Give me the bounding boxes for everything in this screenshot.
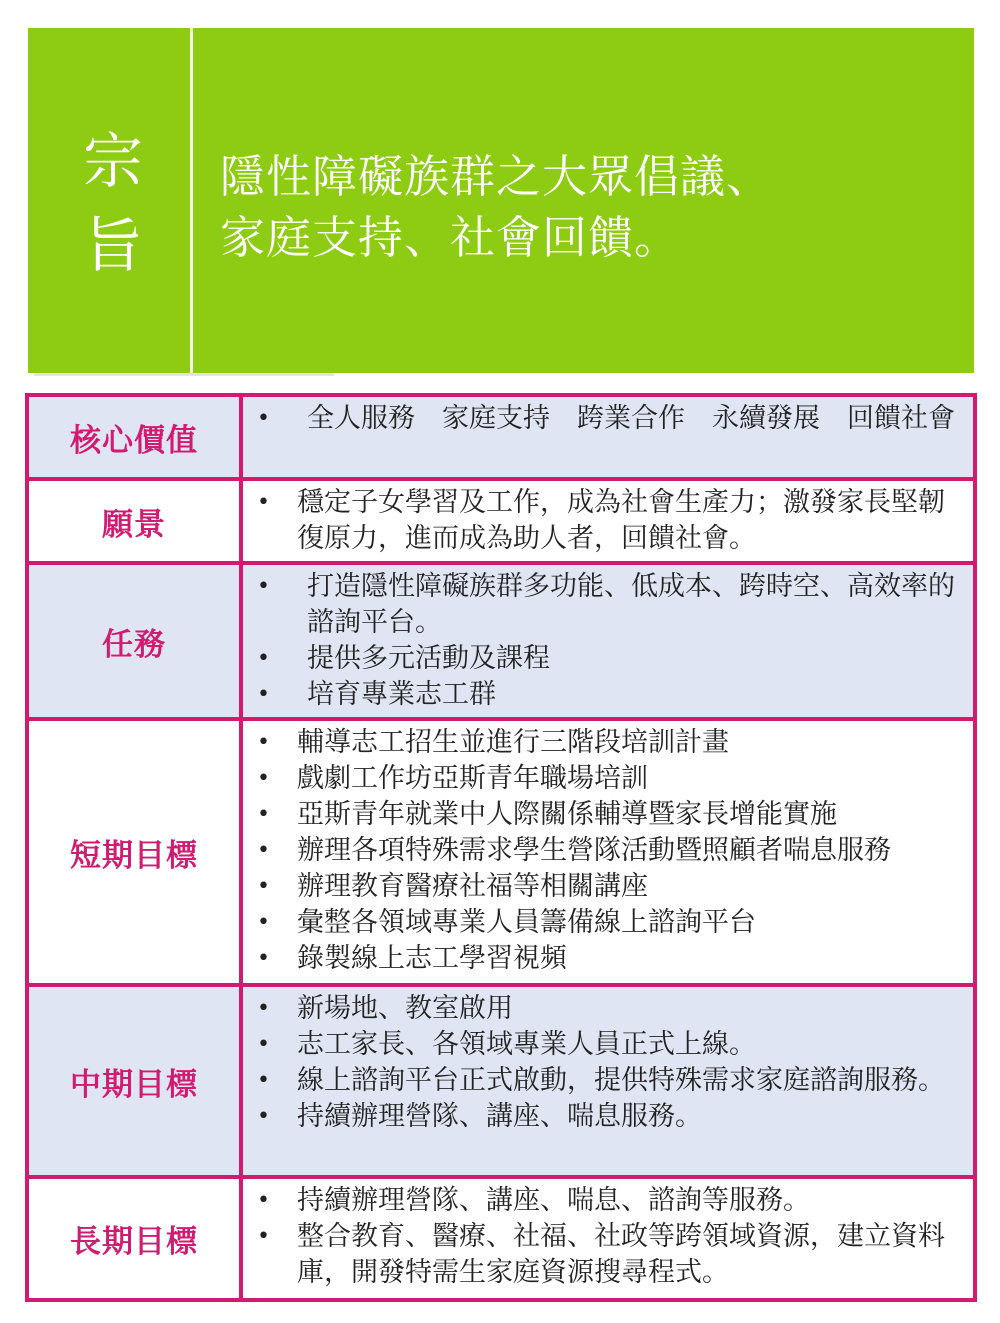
- banner-divider: [190, 28, 193, 373]
- bullet-icon: •: [257, 910, 270, 935]
- list-item: [253, 1183, 965, 1219]
- row-label: 中期目標: [29, 987, 239, 1175]
- list-item-text: 彙整各領域專業人員籌備線上諮詢平台: [297, 907, 756, 938]
- row-mid-term-goals: [29, 987, 973, 1179]
- bullet-icon: •: [257, 766, 270, 791]
- mission-line-2: 家庭支持、社會回饋。: [220, 211, 681, 264]
- list-item-text: 戲劇工作坊亞斯青年職場培訓: [297, 763, 648, 794]
- banner-shadow-line: [34, 373, 334, 376]
- list-item: [253, 941, 965, 977]
- list-item-text: 輔導志工招生並進行三階段培訓計畫: [297, 727, 729, 758]
- row-label: 願景: [102, 506, 166, 543]
- list-item-text: 培育專業志工群: [307, 679, 496, 710]
- mission-line-1: 隱性障礙族群之大眾倡議、: [220, 150, 773, 203]
- list-item-text: 亞斯青年就業中人際關係輔導暨家長增能實施: [297, 799, 837, 830]
- list-item: [253, 569, 965, 641]
- purpose-banner: [28, 28, 974, 373]
- bullet-icon: •: [257, 1104, 270, 1129]
- bullet-list: [253, 569, 965, 713]
- list-item-text: 持續辦理營隊、講座、喘息服務。: [297, 1101, 702, 1132]
- bullet-icon: •: [257, 406, 270, 431]
- list-item-text: 持續辦理營隊、講座、喘息、諮詢等服務。: [297, 1185, 810, 1216]
- list-item-text: 志工家長、各領域專業人員正式上線。: [297, 1029, 756, 1060]
- bullet-icon: •: [257, 574, 270, 599]
- mission-statement: [220, 146, 960, 268]
- row-vision: [29, 481, 973, 565]
- list-item-text: 線上諮詢平台正式啟動，提供特殊需求家庭諮詢服務。: [297, 1065, 945, 1096]
- row-label: 長期目標: [70, 1224, 198, 1260]
- list-item: [253, 905, 965, 941]
- list-item: [253, 1219, 965, 1291]
- list-item-text: 整合教育、醫療、社福、社政等跨領域資源，建立資料庫，開發特需生家庭資源搜尋程式。: [297, 1221, 945, 1288]
- list-item: [253, 797, 965, 833]
- bullet-icon: •: [257, 1224, 270, 1249]
- list-item: [253, 677, 965, 713]
- row-content: [243, 1179, 973, 1298]
- list-item-text: 提供多元活動及課程: [307, 643, 550, 674]
- bullet-icon: •: [257, 1188, 270, 1213]
- list-item-text: 打造隱性障礙族群多功能、低成本、跨時空、高效率的諮詢平台。: [307, 571, 955, 638]
- row-core-values: [29, 397, 973, 481]
- bullet-icon: •: [257, 838, 270, 863]
- row-long-term-goals: [29, 1179, 973, 1298]
- bullet-list: [253, 725, 965, 977]
- row-short-term-goals: [29, 721, 973, 987]
- list-item: [253, 641, 965, 677]
- row-content: [243, 397, 973, 477]
- list-item: [253, 1027, 965, 1063]
- bullet-icon: •: [257, 802, 270, 827]
- list-item-text: 全人服務 家庭支持 跨業合作 永續發展 回饋社會: [307, 403, 955, 434]
- bullet-list: [253, 401, 965, 437]
- list-item: [253, 991, 965, 1027]
- list-item: [253, 1063, 965, 1099]
- bullet-icon: •: [257, 946, 270, 971]
- side-title-char-2: 旨: [83, 211, 143, 281]
- row-content: [243, 721, 973, 983]
- bullet-icon: •: [257, 996, 270, 1021]
- list-item: [253, 869, 965, 905]
- list-item: [253, 725, 965, 761]
- list-item-text: 辦理教育醫療社福等相關講座: [297, 871, 648, 902]
- bullet-icon: •: [257, 490, 270, 515]
- bullet-list: [253, 485, 965, 557]
- row-label: 核心價值: [29, 397, 239, 477]
- row-label: 任務: [29, 565, 239, 717]
- list-item: [253, 833, 965, 869]
- list-item: [253, 485, 965, 557]
- bullet-icon: •: [257, 682, 270, 707]
- banner-side-title: [68, 120, 158, 288]
- row-label: 短期目標: [70, 837, 198, 874]
- side-title-char-1: 宗: [83, 127, 143, 197]
- row-content: [243, 987, 973, 1175]
- bullet-list: [253, 1183, 965, 1291]
- row-content: [243, 565, 973, 717]
- bullet-icon: •: [257, 646, 270, 671]
- bullet-icon: •: [257, 874, 270, 899]
- row-mission: [29, 565, 973, 721]
- list-item: [253, 761, 965, 797]
- bullet-icon: •: [257, 1068, 270, 1093]
- list-item-text: 穩定子女學習及工作，成為社會生產力；激發家長堅韌復原力，進而成為助人者，回饋社會。: [297, 487, 945, 554]
- list-item: [253, 1099, 965, 1135]
- list-item: [253, 401, 965, 437]
- list-item-text: 新場地、教室啟用: [297, 993, 513, 1024]
- bullet-list: [253, 991, 965, 1135]
- bullet-icon: •: [257, 1032, 270, 1057]
- row-content: [243, 481, 973, 561]
- list-item-text: 辦理各項特殊需求學生營隊活動暨照顧者喘息服務: [297, 835, 891, 866]
- values-table: [25, 393, 977, 1302]
- bullet-icon: •: [257, 730, 270, 755]
- list-item-text: 錄製線上志工學習視頻: [297, 943, 567, 974]
